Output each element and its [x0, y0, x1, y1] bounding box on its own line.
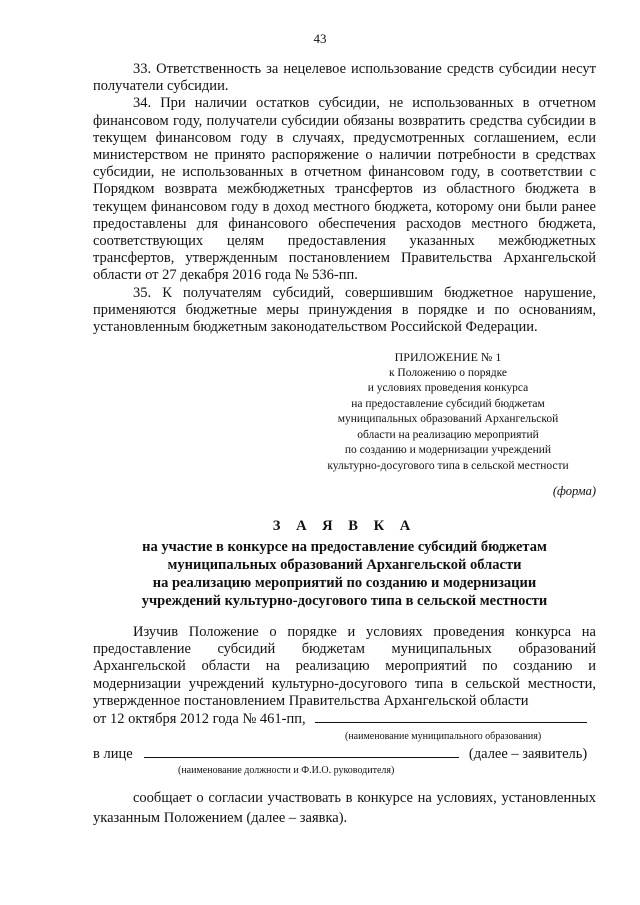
intro-text: Изучив Положение о порядке и условиях проведения конкурса на предоставление субсидий бюджетам муниципальных образований Архангельской области на реализацию мероприятий по созданию и модернизации учреждений культурно-досугового типа в сельской местности, утвержденное постановлением Правительства Архангельской области [93, 624, 596, 709]
request-heading-line: на реализацию мероприятий по созданию и модернизации [152, 575, 537, 591]
appendix-line: области на реализацию мероприятий [357, 428, 539, 441]
request-heading-line: учреждений культурно-досугового типа в сельской местности [141, 593, 548, 609]
paragraph-33: 33. Ответственность за нецелевое использование средств субсидии несут получатели субсидии. [93, 61, 596, 95]
appendix-line: культурно-досугового типа в сельской местности [327, 459, 569, 472]
representative-caption: (наименование должности и Ф.И.О. руководителя) [178, 765, 395, 776]
appendix-line: на предоставление субсидий бюджетам [351, 397, 545, 410]
in-person-suffix: (далее – заявитель) [468, 746, 588, 762]
request-heading-line: муниципальных образований Архангельской области [167, 557, 522, 573]
municipality-caption: (наименование муниципального образования) [345, 731, 542, 743]
date-line-row [93, 711, 596, 728]
form-note: (форма) [552, 484, 596, 498]
municipality-field[interactable] [315, 722, 587, 723]
representative-field[interactable] [144, 757, 459, 758]
paragraph-35: 35. К получателям субсидий, совершившим бюджетное нарушение, применяются бюджетные меры принуждения в порядке и по основаниям, установленным бюджетным законодательством Российской Федерации. [93, 284, 596, 336]
page-number: 43 [313, 31, 327, 46]
request-body [93, 624, 596, 742]
in-person-row [93, 746, 596, 777]
appendix-title: ПРИЛОЖЕНИЕ № 1 [394, 350, 502, 364]
date-line: от 12 октября 2012 года № 461-пп, [93, 711, 306, 728]
appendix-line: и условиях проведения конкурса [367, 382, 529, 394]
request-title: З А Я В К А [272, 518, 417, 534]
final-paragraph: сообщает о согласии участвовать в конкурсе на условиях, установленных указанным Положением (далее – заявка). [93, 790, 596, 826]
appendix-line: к Положению о порядке [388, 366, 508, 379]
appendix-line: муниципальных образований Архангельской [337, 413, 559, 425]
in-person-prefix: в лице [93, 746, 133, 762]
paragraph-34: 34. При наличии остатков субсидии, не использованных в отчетном финансовом году, получатели субсидии обязаны возвратить средства субсидии в текущем финансовом году в случаях, предусмотренных соглашением, если министерством не принято распоряжение о наличии потребности в средствах субсидии, не использованных в отчетном финансовом году, в соответствии с Порядком возврата межбюджетных трансфертов из областного бюджета в текущем финансовом году в доход местного бюджета, которому они были ранее предоставлены для финансового обеспечения расходов местного бюджета, соответствующих целям предоставления указанных межбюджетных трансфертов, утвержденным постановлением Правительства Архангельской области от 27 декабря 2016 года № 536-пп. [93, 95, 596, 284]
request-heading-line: на участие в конкурсе на предоставление субсидий бюджетам [142, 539, 547, 555]
appendix-line: по созданию и модернизации учреждений [344, 444, 552, 456]
paragraph-block [93, 61, 596, 336]
request-heading [93, 538, 596, 610]
appendix-header [300, 350, 596, 474]
